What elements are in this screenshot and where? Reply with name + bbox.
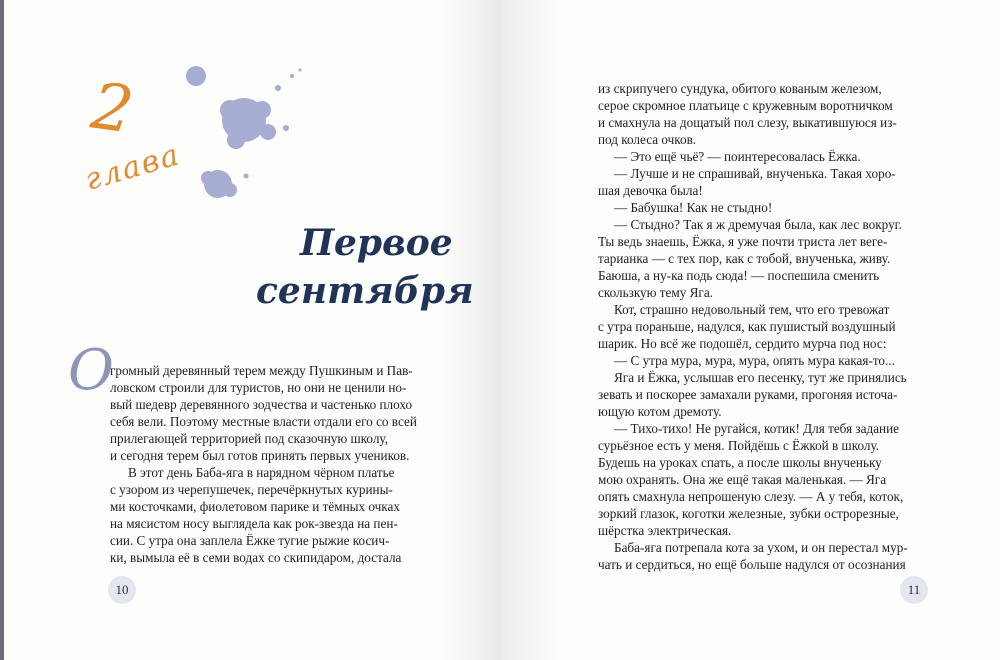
text-line: серое скромное платьице с кружевным воротничком <box>598 98 893 113</box>
text-line: шёрстка электрическая. <box>598 523 732 538</box>
chapter-title-line1: Первое <box>300 222 453 264</box>
text-line: — Стыдно? Так я ж дремучая была, как лес вокруг. <box>614 217 902 232</box>
drop-cap: О <box>68 338 114 403</box>
text-line: и смахнула на дощатый пол слезу, выкатившуюся из- <box>598 115 897 130</box>
text-line: Будешь на уроках спать, а после школы внученьку <box>598 455 882 470</box>
text-line: скользкую тему Яга. <box>598 285 713 300</box>
page-number-left: 10 <box>108 576 136 604</box>
chapter-title-line2: сентября <box>256 270 474 312</box>
text-line: ющую котом дремоту. <box>598 404 722 419</box>
text-line: — Бабушка! Как не стыдно! <box>614 200 773 215</box>
text-line: под колеса очков. <box>598 132 697 147</box>
text-line: с узором из черепушечек, перечёркнутых курины- <box>110 482 393 497</box>
text-line: опять смахнула непрошеную слезу. — А у тебя, коток, <box>598 489 904 504</box>
text-line: — С утра мура, мура, мура, опять мура какая-то... <box>614 353 895 368</box>
left-body-text <box>110 362 440 566</box>
text-line: ловском строили для туристов, но они не ценили но- <box>110 380 407 395</box>
right-body-text <box>598 80 926 573</box>
text-line: В этот день Баба-яга в нарядном чёрном платье <box>128 465 395 480</box>
text-line: ки, вымыла её в семи водах со скипидаром, достала <box>110 550 402 565</box>
text-line: зоркий глазок, коготки железные, зубки острорезные, <box>598 506 899 521</box>
text-line: — Лучше и не спрашивай, внученька. Такая хоро- <box>614 166 896 181</box>
text-line: — Это ещё чьё? — поинтересовалась Ёжка. <box>614 149 861 164</box>
text-line: вый шедевр деревянного зодчества и частенько плохо <box>110 397 413 412</box>
text-line: Ты ведь знаешь, Ёжка, я уже почти триста лет веге- <box>598 234 888 249</box>
text-line: из скрипучего сундука, обитого кованым железом, <box>598 81 882 96</box>
text-line: ми косточками, фиолетовом парике и тёмных очках <box>110 499 400 514</box>
page-number-right: 11 <box>900 576 928 604</box>
text-line: чать и сердиться, но ещё больше надулся от осознания <box>598 557 906 572</box>
text-line: громный деревянный терем между Пушкиным и Пав- <box>110 363 413 378</box>
text-line: сурьёзное есть у меня. Пойдёшь с Ёжкой в школу. <box>598 438 880 453</box>
text-line: — Тихо-тихо! Не ругайся, котик! Для тебя задание <box>614 421 900 436</box>
chapter-number: 2 <box>87 69 138 149</box>
ink-blot-decoration <box>174 58 314 208</box>
text-line: мою охранять. Она же ещё такая маленькая. — Яга <box>598 472 887 487</box>
text-line: тарианка — с тех пор, как с тобой, внученька, живу. <box>598 251 891 266</box>
text-line: зевать и поскорее замахали руками, прогоняя источа- <box>598 387 898 402</box>
text-line: сии. С утра она заплела Ёжке тугие рыжие косич- <box>110 533 390 548</box>
text-line: с утра пораньше, надулся, как пушистый воздушный <box>598 319 896 334</box>
text-line: Кот, страшно недовольный тем, что его тревожат <box>614 302 890 317</box>
text-line: шая девочка была! <box>598 183 703 198</box>
text-line: Баба-яга потрепала кота за ухом, и он перестал мур- <box>614 540 908 555</box>
chapter-label: глава <box>81 137 185 198</box>
text-line: себя вели. Поэтому местные власти отдали его со всей <box>110 414 417 429</box>
text-line: Яга и Ёжка, услышав его песенку, тут же принялись <box>614 370 907 385</box>
text-line: прилегающей территорией под сказочную школу, <box>110 431 388 446</box>
text-line: и сегодня терем был готов принять первых учеников. <box>110 448 410 463</box>
text-line: Баюша, а ну-ка подь сюда! — поспешила сменить <box>598 268 880 283</box>
right-page <box>500 0 1000 660</box>
text-line: шарик. Но всё же подошёл, сердито мурча под нос: <box>598 336 887 351</box>
left-page <box>4 0 500 660</box>
text-line: на мясистом носу выглядела как рок-звезда на пен- <box>110 516 398 531</box>
